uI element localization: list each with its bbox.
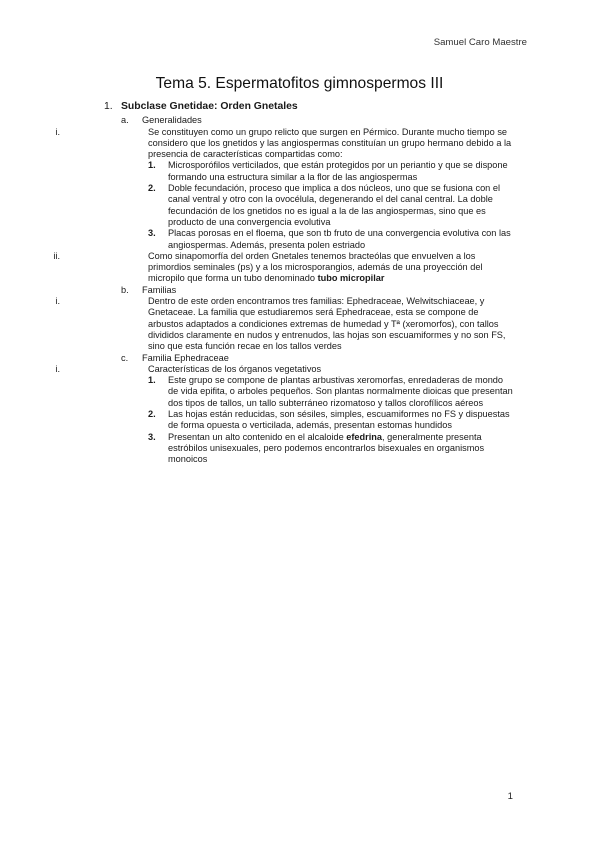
bold-term: efedrina [346, 431, 383, 442]
heading-text: Subclase Gnetidae: Orden Gnetales [121, 101, 298, 112]
document-body [0, 101, 599, 466]
paragraph-text: Características de los órganos vegetativos [148, 363, 322, 374]
page-number: 1 [507, 791, 513, 802]
subsection-c [0, 353, 515, 364]
list-marker: 1. [104, 101, 113, 112]
list-item [0, 375, 515, 409]
paragraph-text: Como sinapomorfía del orden Gnetales tenemos bracteólas que envuelven a los primordios seminales (ps) y a los microsporangios, además de una proyección del micropilo que forma un tubo denominado [148, 250, 483, 284]
paragraph-text: , generalmente presenta estróbilos unisexuales, pero podemos encontrarlos bisexuales en organismos monoicos [168, 431, 485, 465]
list-marker: i. [55, 363, 60, 374]
list-marker: 3. [148, 431, 156, 442]
list-item [0, 296, 515, 352]
subsection-label: Familias [142, 284, 177, 295]
subsection-label: Generalidades [142, 115, 202, 126]
list-marker: 3. [148, 228, 156, 239]
list-item [0, 251, 515, 285]
list-marker: 2. [148, 409, 156, 420]
list-marker: ii. [53, 250, 60, 261]
list-marker: 1. [148, 160, 156, 171]
subsection-b [0, 285, 515, 296]
document-title: Tema 5. Espermatofitos gimnospermos III [155, 75, 444, 92]
section-heading [0, 101, 515, 112]
list-marker: i. [55, 296, 60, 307]
list-item [0, 160, 515, 183]
list-marker: a. [121, 115, 129, 126]
list-item [0, 228, 515, 251]
list-marker: 2. [148, 183, 156, 194]
paragraph-text: Doble fecundación, proceso que implica a dos núcleos, uno que se fusiona con el canal ventral y otro con la ovocélula, degenerando el del canal central. La doble fecundación de los gnetidos no es igual a la de las angiospermas, sino que es producto de una convergencia evolutiva [168, 183, 500, 227]
list-item [0, 127, 515, 161]
paragraph-text: Dentro de este orden encontramos tres familias: Ephedraceae, Welwitschiaceae, y Gnetaceae. La familia que estudiaremos será Ephedraceae, esta se compone de arbustos adaptados a condiciones extremas de humedad y Tª (xeromorfos), con tallos divididos claramente en nudos y entrenudos, las hojas son escuamiformes y no son FS, sino que esta función recae en los tallos verdes [148, 296, 506, 352]
author-name: Samuel Caro Maestre [433, 37, 527, 48]
list-marker: b. [121, 284, 129, 295]
paragraph-text: Se constituyen como un grupo relicto que surgen en Pérmico. Durante mucho tiempo se considero que los gnetidos y las angiospermas constituían un grupo hermano debido a la presencia de características compartidas como: [148, 126, 512, 160]
list-item [0, 183, 515, 228]
paragraph-text: Las hojas están reducidas, son sésiles, simples, escuamiformes no FS y dispuestas de forma opuesta o verticilada, además, presentan estomas hundidos [168, 409, 510, 431]
list-item [0, 409, 515, 432]
subsection-a [0, 115, 515, 126]
bold-term: tubo micropilar [317, 273, 385, 284]
subsection-label: Familia Ephedraceae [142, 352, 229, 363]
paragraph-text: Microsporófilos verticilados, que están protegidos por un periantio y que se dispone formando una estructura similar a la flor de las angiospermas [168, 160, 508, 182]
list-item [0, 364, 515, 375]
list-item [0, 432, 515, 466]
paragraph-text: Este grupo se compone de plantas arbustivas xeromorfas, enredaderas de mondo de vida epifita, o arboles pequeños. Son plantas normalmente dioicas que presentan dos tipos de tallos, un tallo subterráneo rizomatoso y tallos clorofílicos aéreos [168, 375, 513, 408]
paragraph-text: Presentan un alto contenido en el alcaloide [168, 431, 347, 442]
list-marker: i. [55, 126, 60, 137]
list-marker: c. [121, 352, 129, 363]
list-marker: 1. [148, 375, 156, 386]
paragraph-text: Placas porosas en el floema, que son tb fruto de una convergencia evolutiva con las angiospermas. Además, presenta polen estriado [168, 228, 511, 250]
